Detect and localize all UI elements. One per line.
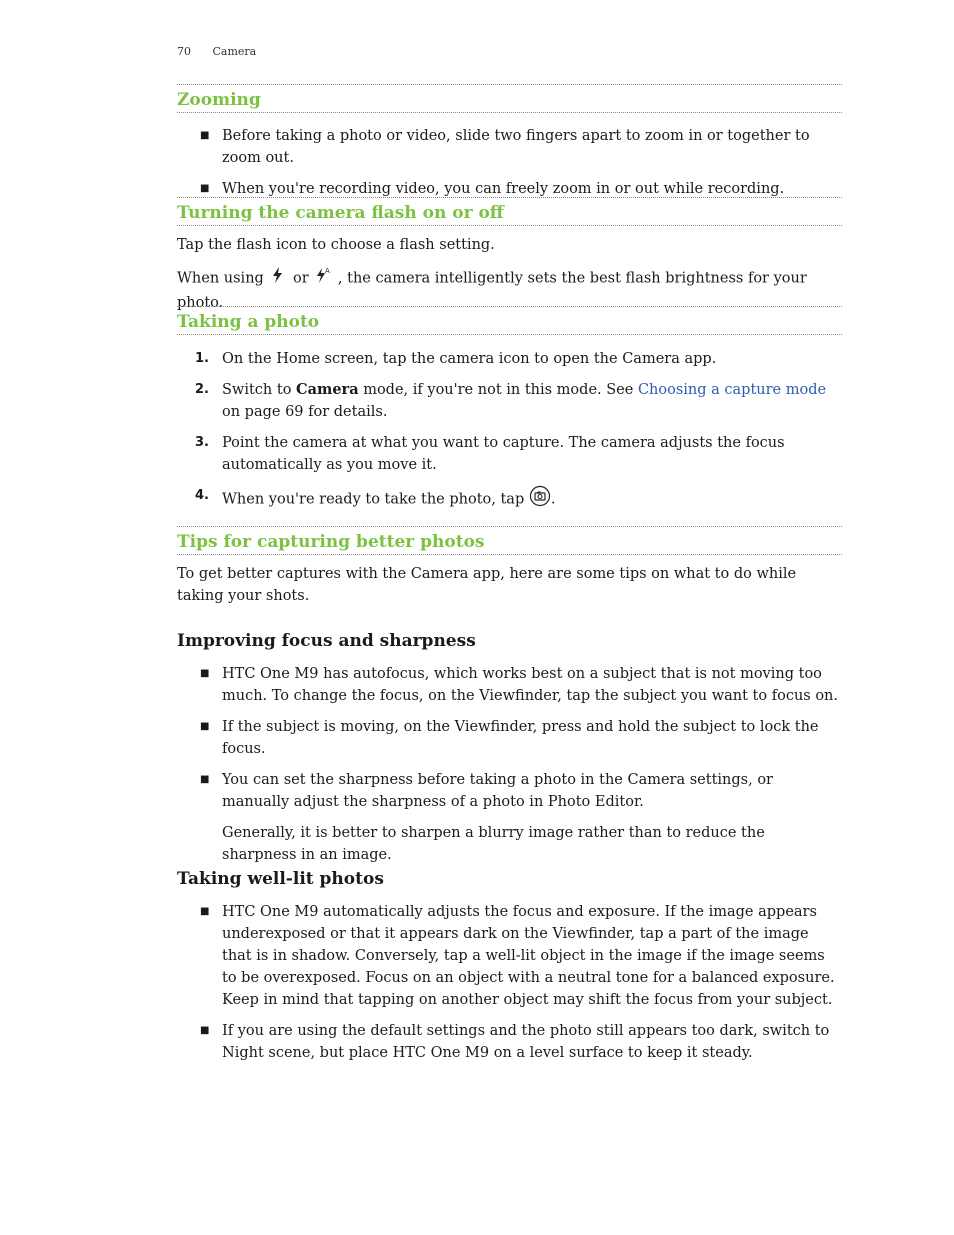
section-title-tips: Tips for capturing better photos: [177, 526, 842, 555]
list-item: ■ If the subject is moving, on the Viewfinder, press and hold the subject to lock the focus.: [200, 719, 819, 757]
choosing-capture-mode-link[interactable]: Choosing a capture mode: [637, 382, 827, 398]
subheading-focus: Improving focus and sharpness: [177, 631, 476, 651]
list-item: 4. When you're ready to take the photo, tap .: [177, 485, 842, 514]
page-number: 70: [177, 45, 191, 58]
list-item: 3. Point the camera at what you want to capture. The camera adjusts the focus automatically as you move it.: [195, 435, 785, 473]
svg-text:A: A: [325, 267, 331, 275]
list-item: 1. On the Home screen, tap the camera icon to open the Camera app.: [195, 351, 717, 367]
zooming-list: [177, 125, 842, 200]
running-header: [177, 45, 256, 58]
section-title-flash: Turning the camera flash on or off: [177, 197, 842, 226]
section-zooming: [177, 84, 842, 113]
section-tips: [177, 526, 842, 555]
list-item-note: Generally, it is better to sharpen a blurry image rather than to reduce the sharpness in an image.: [222, 825, 765, 863]
focus-list: [177, 663, 842, 866]
list-item: ■ If you are using the default settings and the photo still appears too dark, switch to Night scene, but place HTC One M9 on a level surface to keep it steady.: [200, 1023, 830, 1061]
section-taking-photo: [177, 306, 842, 335]
flash-auto-icon: [268, 265, 288, 292]
list-item: ■ HTC One M9 automatically adjusts the focus and exposure. If the image appears underexposed or that it appears dark on the Viewfinder, tap a part of the image that is in shadow. Conversely, tap a well-lit object in the image if the image seems to be overexposed. Focus on an object with a neutral tone for a balanced exposure. Keep in mind that tapping on another object may shift the focus from your subject.: [200, 904, 835, 1008]
list-item: 2. Switch to Camera mode, if you're not in this mode. See Choosing a capture mode on page 69 for details.: [195, 381, 827, 420]
well-lit-list: [177, 901, 842, 1064]
list-item: ■ HTC One M9 has autofocus, which works best on a subject that is not moving too much. To change the focus, on the Viewfinder, tap the subject you want to focus on.: [200, 666, 839, 704]
tips-intro: To get better captures with the Camera app, here are some tips on what to do while taking your shots.: [177, 566, 797, 604]
shutter-button-icon: [529, 485, 551, 514]
chapter-name: Camera: [212, 45, 257, 58]
flash-paragraph-2: When using or A , the camera intelligently sets the best flash brightness for your photo.: [177, 267, 807, 311]
section-flash: [177, 197, 842, 226]
section-title-zooming: Zooming: [177, 84, 842, 113]
list-item: ■ When you're recording video, you can freely zoom in or out while recording.: [200, 181, 785, 197]
taking-photo-steps: [177, 348, 842, 514]
flash-paragraph-1: Tap the flash icon to choose a flash setting.: [177, 237, 495, 253]
section-title-taking-photo: Taking a photo: [177, 306, 842, 335]
subheading-well-lit: Taking well-lit photos: [177, 869, 384, 889]
list-item: ■ You can set the sharpness before taking a photo in the Camera settings, or manually adjust the sharpness of a photo in Photo Editor.: [200, 772, 773, 810]
list-item: ■ Before taking a photo or video, slide two fingers apart to zoom in or together to zoom out.: [200, 128, 810, 166]
flash-smart-icon: [313, 265, 333, 292]
